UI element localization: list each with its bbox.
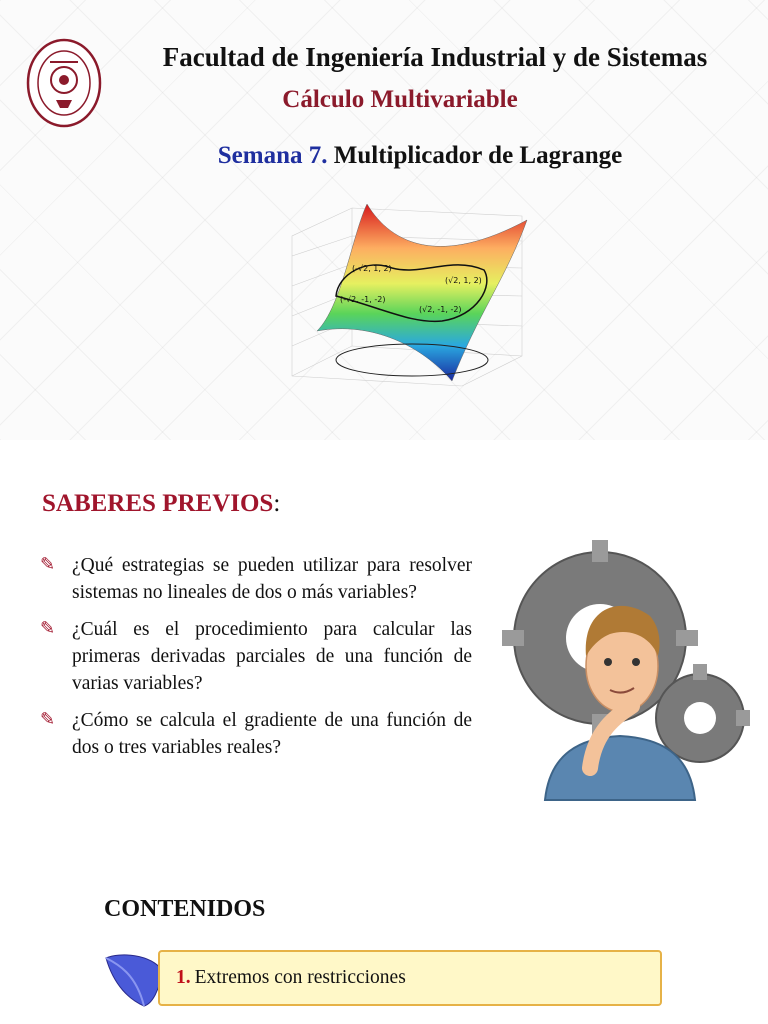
question-text: ¿Qué estrategias se pueden utilizar para resolver sistemas no lineales de dos o más variables? xyxy=(72,555,472,603)
plot-label-3: (-√2, -1, -2) xyxy=(340,295,386,304)
content-item-number: 1. xyxy=(176,967,191,988)
faculty-title: Facultad de Ingeniería Industrial y de Sistemas xyxy=(162,42,708,72)
saberes-colon: : xyxy=(273,490,281,517)
plot-label-2: (√2, 1, 2) xyxy=(445,276,482,285)
question-item xyxy=(40,707,472,761)
course-title: Cálculo Multivariable xyxy=(282,86,518,113)
content-item[interactable] xyxy=(158,950,662,1006)
contenidos-heading: CONTENIDOS xyxy=(104,896,266,922)
question-list xyxy=(40,552,472,771)
saberes-previos-heading xyxy=(42,490,280,518)
question-item xyxy=(40,616,472,697)
lagrange-surface-plot xyxy=(272,196,552,416)
question-text: ¿Cómo se calcula el gradiente de una función de dos o tres variables reales? xyxy=(72,710,472,758)
surface-thumbnail-icon xyxy=(100,950,166,1010)
pencil-icon: ✎ xyxy=(40,618,56,639)
saberes-title: SABERES PREVIOS xyxy=(42,490,274,517)
content-item-label: Extremos con restricciones xyxy=(194,967,406,988)
week-heading xyxy=(120,142,720,170)
plot-label-1: (-√2, 1, 2) xyxy=(352,264,392,273)
pencil-icon: ✎ xyxy=(40,709,56,730)
week-topic: Multiplicador de Lagrange xyxy=(333,142,623,169)
thinking-man-gears-illustration xyxy=(500,538,750,808)
university-seal-icon xyxy=(26,38,102,128)
week-number: Semana 7. xyxy=(217,142,328,169)
question-item xyxy=(40,552,472,606)
plot-label-4: (√2, -1, -2) xyxy=(419,305,462,314)
pencil-icon: ✎ xyxy=(40,554,56,575)
question-text: ¿Cuál es el procedimiento para calcular las primeras derivadas parciales de una función de varias variables? xyxy=(72,619,472,694)
